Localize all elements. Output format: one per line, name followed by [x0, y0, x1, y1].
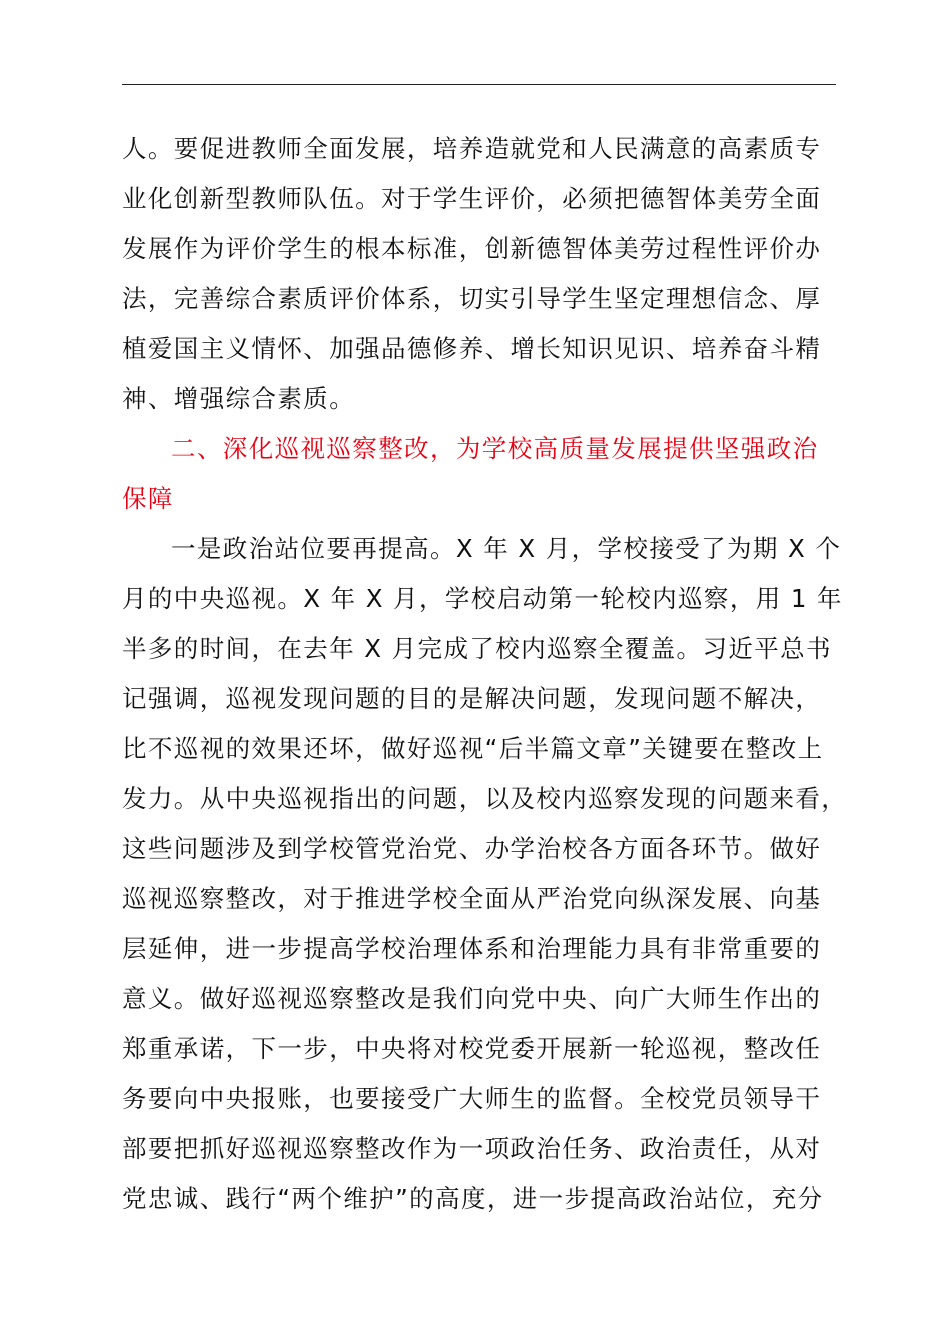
- text-line: 半多的时间，在去年 X 月完成了校内巡察全覆盖。习近平总书: [122, 634, 832, 663]
- text-line: 发展作为评价学生的根本标准，创新德智体美劳过程性评价办: [122, 234, 822, 263]
- text-line: 人。要促进教师全面发展，培养造就党和人民满意的高素质专: [122, 134, 822, 163]
- text-line: 月的中央巡视。X 年 X 月，学校启动第一轮校内巡察，用 1 年: [122, 584, 843, 613]
- text-line: 法，完善综合素质评价体系，切实引导学生坚定理想信念、厚: [122, 284, 822, 313]
- text-line: 郑重承诺，下一步，中央将对校党委开展新一轮巡视，整改任: [122, 1034, 822, 1063]
- text-line: 务要向中央报账，也要接受广大师生的监督。全校党员领导干: [122, 1084, 822, 1113]
- text-line: 这些问题涉及到学校管党治党、办学治校各方面各环节。做好: [122, 834, 822, 863]
- section-heading: 二、深化巡视巡察整改，为学校高质量发展提供坚强政治: [171, 434, 819, 463]
- text-line: 比不巡视的效果还坏，做好巡视“后半篇文章”关键要在整改上: [122, 734, 824, 763]
- header-rule: [122, 84, 836, 85]
- text-line: 一是政治站位要再提高。X 年 X 月，学校接受了为期 X 个: [171, 534, 842, 563]
- text-line: 意义。做好巡视巡察整改是我们向党中央、向广大师生作出的: [122, 984, 822, 1013]
- text-line: 层延伸，进一步提高学校治理体系和治理能力具有非常重要的: [122, 934, 822, 963]
- text-line: 记强调，巡视发现问题的目的是解决问题，发现问题不解决，: [122, 684, 822, 713]
- text-line: 植爱国主义情怀、加强品德修养、增长知识见识、培养奋斗精: [122, 334, 822, 363]
- text-line: 巡视巡察整改，对于推进学校全面从严治党向纵深发展、向基: [122, 884, 822, 913]
- text-line: 党忠诚、践行“两个维护”的高度，进一步提高政治站位，充分: [122, 1184, 824, 1213]
- text-line: 部要把抓好巡视巡察整改作为一项政治任务、政治责任，从对: [122, 1134, 822, 1163]
- text-line: 业化创新型教师队伍。对于学生评价，必须把德智体美劳全面: [122, 184, 822, 213]
- text-line: 神、增强综合素质。: [122, 384, 356, 413]
- section-heading-cont: 保障: [122, 484, 174, 513]
- text-line: 发力。从中央巡视指出的问题，以及校内巡察发现的问题来看，: [122, 784, 848, 813]
